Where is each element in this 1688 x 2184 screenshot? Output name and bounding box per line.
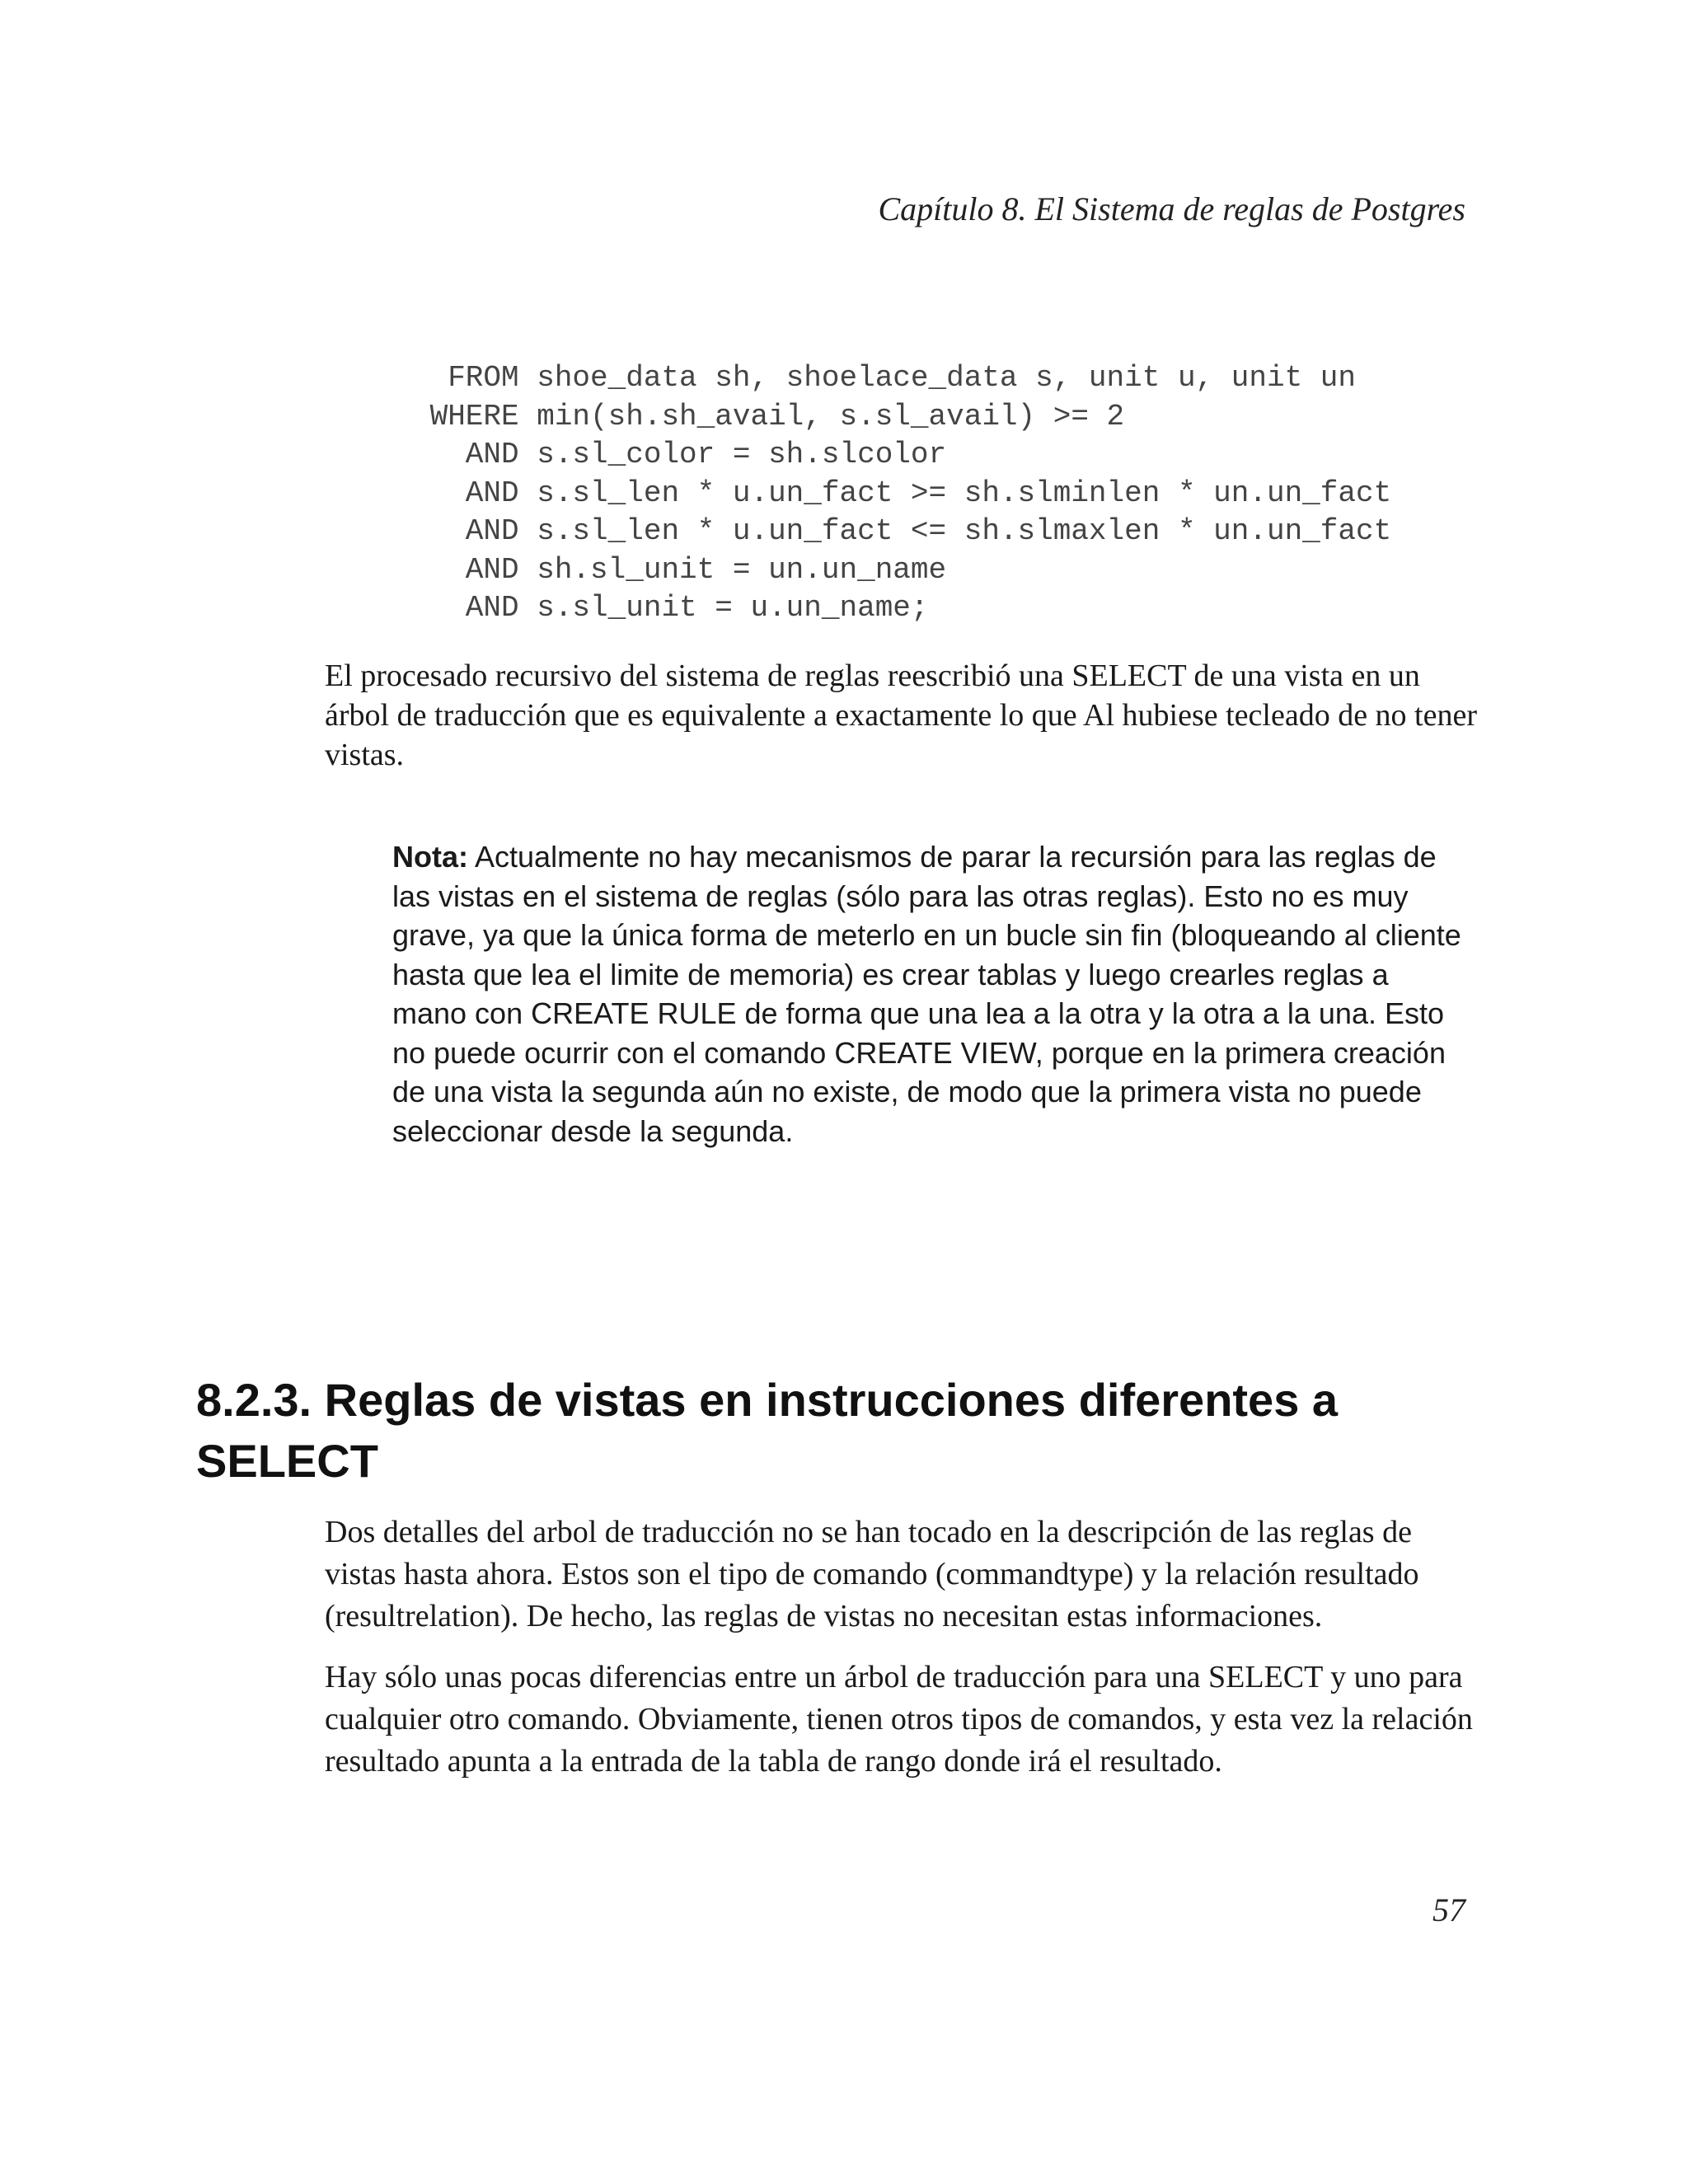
note-box <box>392 837 1464 1151</box>
note-label: Nota: <box>392 840 468 874</box>
code-line: WHERE min(sh.sh_avail, s.sl_avail) >= 2 <box>412 399 1125 434</box>
body-paragraph: El procesado recursivo del sistema de reglas reescribió una SELECT de una vista en un árbol de traducción que es equivalente a exactamente lo que Al hubiese tecleado de no tener vistas. <box>325 658 1478 772</box>
body-paragraph: Hay sólo unas pocas diferencias entre un árbol de traducción para una SELECT y uno para cualquier otro comando. Obviamente, tienen otros tipos de comandos, y esta vez la relación resultado apunta a la entrada de la tabla de rango donde irá el resultado. <box>325 1660 1473 1779</box>
body-paragraph: Dos detalles del arbol de traducción no se han tocado en la descripción de las reglas de vistas hasta ahora. Estos son el tipo de comando (commandtype) y la relación resultado (resultrelation). De hecho, las reglas de vistas no necesitan estas informaciones. <box>325 1515 1419 1633</box>
code-line: AND s.sl_color = sh.slcolor <box>412 438 947 471</box>
code-line: AND s.sl_unit = u.un_name; <box>412 591 929 625</box>
code-line: AND s.sl_len * u.un_fact <= sh.slmaxlen * un.un_fact <box>412 514 1392 548</box>
code-line: FROM shoe_data sh, shoelace_data s, unit u, unit un <box>412 361 1356 395</box>
code-line: AND sh.sl_unit = un.un_name <box>412 552 947 587</box>
section-heading: 8.2.3. Reglas de vistas en instrucciones diferentes a SELECT <box>196 1374 1339 1487</box>
running-header: Capítulo 8. El Sistema de reglas de Postgres <box>878 190 1465 227</box>
code-block <box>412 359 1391 628</box>
note-text: Actualmente no hay mecanismos de parar la recursión para las reglas de las vistas en el sistema de reglas (sólo para las otras reglas). Esto no es muy grave, ya que la única forma de meterlo en un bucle sin fin (bloqueando al cliente hasta que lea el limite de memoria) es crear tablas y luego crearles reglas a mano con CREATE RULE de forma que una lea a la otra y la otra a la una. Esto no puede ocurrir con el comando CREATE VIEW, porque en la primera creación de una vista la segunda aún no existe, de modo que la primera vista no puede seleccionar desde la segunda. <box>392 840 1461 1148</box>
page-number: 57 <box>1432 1891 1465 1929</box>
code-line: AND s.sl_len * u.un_fact >= sh.slminlen * un.un_fact <box>412 476 1392 510</box>
